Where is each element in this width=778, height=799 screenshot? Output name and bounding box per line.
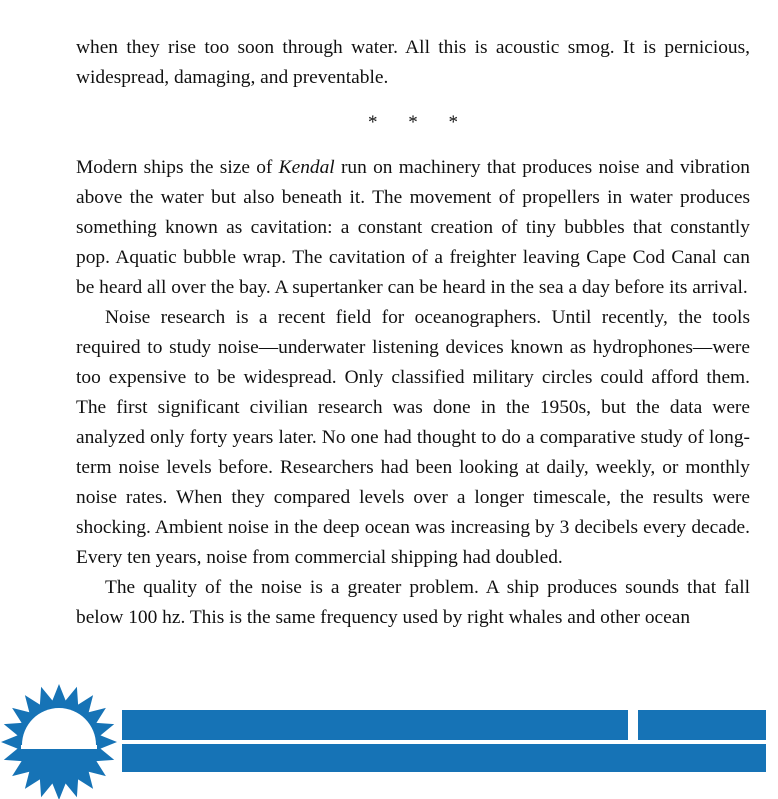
section-separator: * * * bbox=[368, 112, 471, 133]
document-page bbox=[76, 33, 750, 633]
ship-name: Kendal bbox=[278, 157, 335, 178]
banner-bar-top-left bbox=[122, 710, 628, 740]
paragraph-opening: when they rise too soon through water. All this is acoustic smog. It is pernicious, widespread, damaging, and preventable. bbox=[76, 37, 750, 88]
banner-bar-top-right bbox=[638, 710, 766, 740]
sun-over-water-icon bbox=[0, 684, 118, 799]
paragraph-ship-noise-rest: run on machinery that produces noise and vibration above the water but also beneath it. The movement of propellers in water produces something known as cavitation: a constant creation of tiny bubbles that constantly pop. Aquatic bubble wrap. The cavitation of a freighter leaving Cape Cod Canal can be heard all over the bay. A supertanker can be heard in the sea a day before its arrival. bbox=[76, 157, 750, 298]
horizon-line bbox=[21, 745, 97, 749]
footer-banner bbox=[122, 710, 766, 772]
paragraph-noise-quality: The quality of the noise is a greater problem. A ship produces sounds that fall below 100 hz. This is the same frequency used by right whales and other ocean bbox=[76, 577, 750, 628]
paragraph-noise-research: Noise research is a recent field for oceanographers. Until recently, the tools required to study noise—underwater listening devices known as hydrophones—were too expensive to be widespread. Only classified military circles could afford them. The first significant civilian research was done in the 1950s, but the data were analyzed only forty years later. No one had thought to do a comparative study of long-term noise levels before. Researchers had been looking at daily, weekly, or monthly noise rates. When they compared levels over a longer timescale, the results were shocking. Ambient noise in the deep ocean was increasing by 3 decibels every decade. Every ten years, noise from commercial shipping had doubled. bbox=[76, 307, 750, 568]
paragraph-ship-noise-lead: Modern ships the size of bbox=[76, 157, 279, 178]
banner-bar-bottom bbox=[122, 744, 766, 772]
paragraph-ship-noise bbox=[76, 153, 750, 303]
